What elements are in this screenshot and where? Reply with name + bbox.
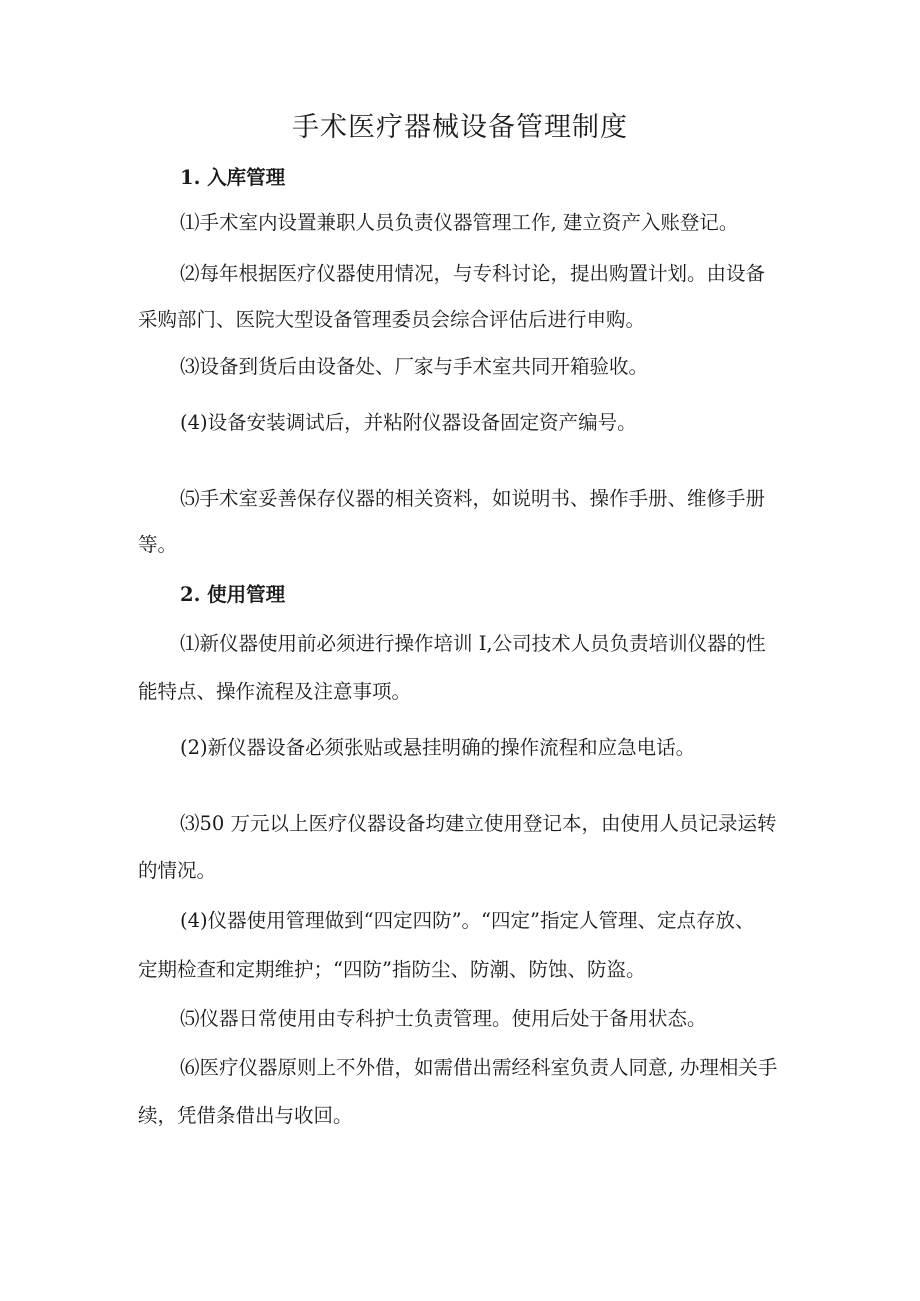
paragraph-line: ⑹医疗仪器原则上不外借，如需借出需经科室负责人同意, 办理相关手 — [180, 1056, 778, 1079]
paragraph-line: (4)设备安装调试后，并粘附仪器设备固定资产编号。 — [180, 411, 637, 434]
paragraph-line: ⑶设备到货后由设备处、厂家与手术室共同开箱验收。 — [180, 355, 649, 378]
paragraph-line: ⑴新仪器使用前必须进行操作培训 I,公司技术人员负责培训仪器的性 — [180, 632, 766, 655]
paragraph-line: ⑸仪器日常使用由专科护士负责管理。使用后处于备用状态。 — [180, 1007, 707, 1030]
paragraph-line: 等。 — [138, 533, 178, 556]
paragraph-line: 续，凭借条借出与收回。 — [138, 1104, 353, 1127]
paragraph-line: 采购部门、医院大型设备管理委员会综合评估后进行申购。 — [138, 308, 646, 331]
paragraph-line: 定期检查和定期维护；“四防”指防尘、防潮、防蚀、防盗。 — [138, 958, 646, 981]
paragraph-line: ⑸手术室妥善保存仪器的相关资料，如说明书、操作手册、维修手册 — [180, 487, 766, 510]
paragraph-line: ⑴手术室内设置兼职人员负责仪器管理工作, 建立资产入账登记。 — [180, 211, 739, 234]
paragraph-line: (2)新仪器设备必须张贴或悬挂明确的操作流程和应急电话。 — [180, 736, 696, 759]
paragraph-line: (4)仪器使用管理做到“四定四防”。“四定”指定人管理、定点存放、 — [180, 909, 755, 932]
paragraph-line: 的情况。 — [138, 859, 217, 882]
paragraph-line: 能特点、操作流程及注意事项。 — [138, 680, 412, 703]
paragraph-line: ⑶50 万元以上医疗仪器设备均建立使用登记本，由使用人员记录运转 — [180, 812, 777, 835]
section-heading-usage: 2. 使用管理 — [180, 583, 286, 606]
section-heading-storage: 1. 入库管理 — [180, 166, 286, 189]
page-title: 手术医疗器械设备管理制度 — [292, 112, 628, 143]
paragraph-line: ⑵每年根据医疗仪器使用情况，与专科讨论，提出购置计划。由设备 — [180, 262, 766, 285]
